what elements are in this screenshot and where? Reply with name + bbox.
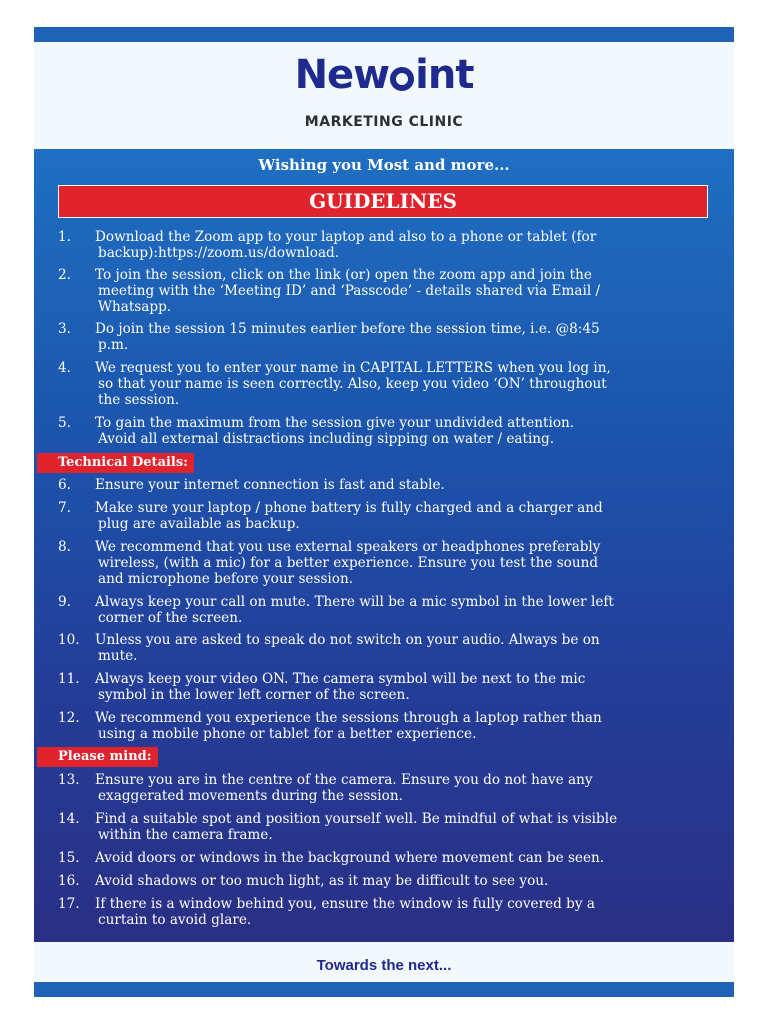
item-number: 17.: [58, 896, 80, 912]
item-text: [95, 360, 708, 408]
header: [34, 42, 734, 149]
item-text: [95, 671, 708, 703]
item-text-line: and microphone before your session.: [98, 571, 354, 587]
item-text-line: If there is a window behind you, ensure the window is fully covered by a: [95, 896, 595, 912]
item-text-line: Always keep your call on mute. There will be a mic symbol in the lower left: [95, 594, 614, 610]
item-text-line: corner of the screen.: [98, 610, 243, 626]
item-text: [95, 415, 708, 447]
item-text: [95, 873, 708, 889]
footer-text: Towards the next...: [316, 957, 452, 974]
item-number: 15.: [58, 850, 80, 866]
item-text-line: Avoid doors or windows in the background where movement can be seen.: [95, 850, 605, 866]
guideline-item: [58, 811, 708, 843]
item-text: [95, 850, 708, 866]
item-text: [95, 321, 708, 353]
item-text-line: p.m.: [98, 337, 129, 353]
item-text: [95, 896, 708, 928]
item-text-line: backup):https://zoom.us/download.: [98, 245, 340, 261]
item-number: 13.: [58, 772, 80, 788]
guideline-item: [58, 477, 708, 493]
item-number: 4.: [58, 360, 71, 376]
item-text: [95, 772, 708, 804]
item-text-line: Ensure you are in the centre of the camera. Ensure you do not have any: [95, 772, 593, 788]
item-text-line: wireless, (with a mic) for a better experience. Ensure you test the sound: [98, 555, 599, 571]
item-number: 3.: [58, 321, 71, 337]
item-number: 5.: [58, 415, 71, 431]
guideline-item: [58, 415, 708, 447]
brand-logo: [34, 52, 734, 98]
item-text-line: using a mobile phone or tablet for a better experience.: [98, 726, 477, 742]
item-text-line: symbol in the lower left corner of the screen.: [98, 687, 410, 703]
item-text-line: curtain to avoid glare.: [98, 912, 252, 928]
item-text-line: Ensure your internet connection is fast and stable.: [95, 477, 445, 493]
item-text-line: meeting with the ‘Meeting ID’ and ‘Passcode’ - details shared via Email /: [98, 283, 601, 299]
item-number: 12.: [58, 710, 80, 726]
item-text-line: We request you to enter your name in CAPITAL LETTERS when you log in,: [95, 360, 611, 376]
item-text: [95, 539, 708, 587]
guidelines-heading: GUIDELINES: [58, 185, 708, 218]
brand-subtitle: MARKETING CLINIC: [304, 114, 464, 130]
item-text: [95, 632, 708, 664]
item-text-line: so that your name is seen correctly. Also, keep you video ‘ON’ throughout: [98, 376, 607, 392]
item-number: 9.: [58, 594, 71, 610]
item-text-line: Always keep your video ON. The camera symbol will be next to the mic: [95, 671, 586, 687]
item-text-line: plug are available as backup.: [98, 516, 300, 532]
item-text-line: the session.: [98, 392, 180, 408]
guideline-item: [58, 671, 708, 703]
guideline-item: [58, 360, 708, 408]
please-mind-label: Please mind:: [37, 747, 158, 767]
item-number: 2.: [58, 267, 71, 283]
greeting: Wishing you Most and more...: [258, 156, 510, 174]
item-text-line: To join the session, click on the link (or) open the zoom app and join the: [95, 267, 592, 283]
item-number: 11.: [58, 671, 80, 687]
item-number: 6.: [58, 477, 71, 493]
item-text-line: Make sure your laptop / phone battery is fully charged and a charger and: [95, 500, 603, 516]
item-text-line: Unless you are asked to speak do not switch on your audio. Always be on: [95, 632, 600, 648]
item-number: 1.: [58, 229, 71, 245]
item-text: [95, 229, 708, 261]
guideline-item: [58, 850, 708, 866]
guideline-item: [58, 500, 708, 532]
item-text-line: exaggerated movements during the session.: [98, 788, 403, 804]
guideline-item: [58, 873, 708, 889]
item-text-line: To gain the maximum from the session give your undivided attention.: [95, 415, 575, 431]
guideline-item: [58, 229, 708, 261]
item-number: 7.: [58, 500, 71, 516]
item-text-line: We recommend that you use external speakers or headphones preferably: [95, 539, 601, 555]
guideline-item: [58, 321, 708, 353]
item-text: [95, 710, 708, 742]
item-text: [95, 594, 708, 626]
item-text-line: within the camera frame.: [98, 827, 273, 843]
item-text-line: Download the Zoom app to your laptop and also to a phone or tablet (for: [95, 229, 597, 245]
item-text-line: Whatsapp.: [98, 299, 172, 315]
item-number: 16.: [58, 873, 80, 889]
item-text: [95, 811, 708, 843]
guideline-item: [58, 896, 708, 928]
logo-text-left: New: [294, 52, 390, 98]
item-text: [95, 500, 708, 532]
item-text-line: Find a suitable spot and position yourself well. Be mindful of what is visible: [95, 811, 618, 827]
item-number: 14.: [58, 811, 80, 827]
guideline-item: [58, 594, 708, 626]
logo-text-right: int: [415, 52, 474, 98]
item-text: [95, 477, 708, 493]
item-text-line: Do join the session 15 minutes earlier before the session time, i.e. @8:45: [95, 321, 600, 337]
item-text-line: mute.: [98, 648, 138, 664]
guideline-item: [58, 772, 708, 804]
logo-ring-icon: [390, 67, 414, 91]
item-text-line: Avoid all external distractions including sipping on water / eating.: [98, 431, 555, 447]
guideline-item: [58, 632, 708, 664]
technical-details-label: Technical Details:: [37, 453, 194, 473]
item-number: 10.: [58, 632, 80, 648]
item-text: [95, 267, 708, 315]
item-text-line: Avoid shadows or too much light, as it may be difficult to see you.: [95, 873, 549, 889]
item-text-line: We recommend you experience the sessions through a laptop rather than: [95, 710, 602, 726]
item-number: 8.: [58, 539, 71, 555]
guideline-item: [58, 539, 708, 587]
guideline-item: [58, 710, 708, 742]
guideline-item: [58, 267, 708, 315]
